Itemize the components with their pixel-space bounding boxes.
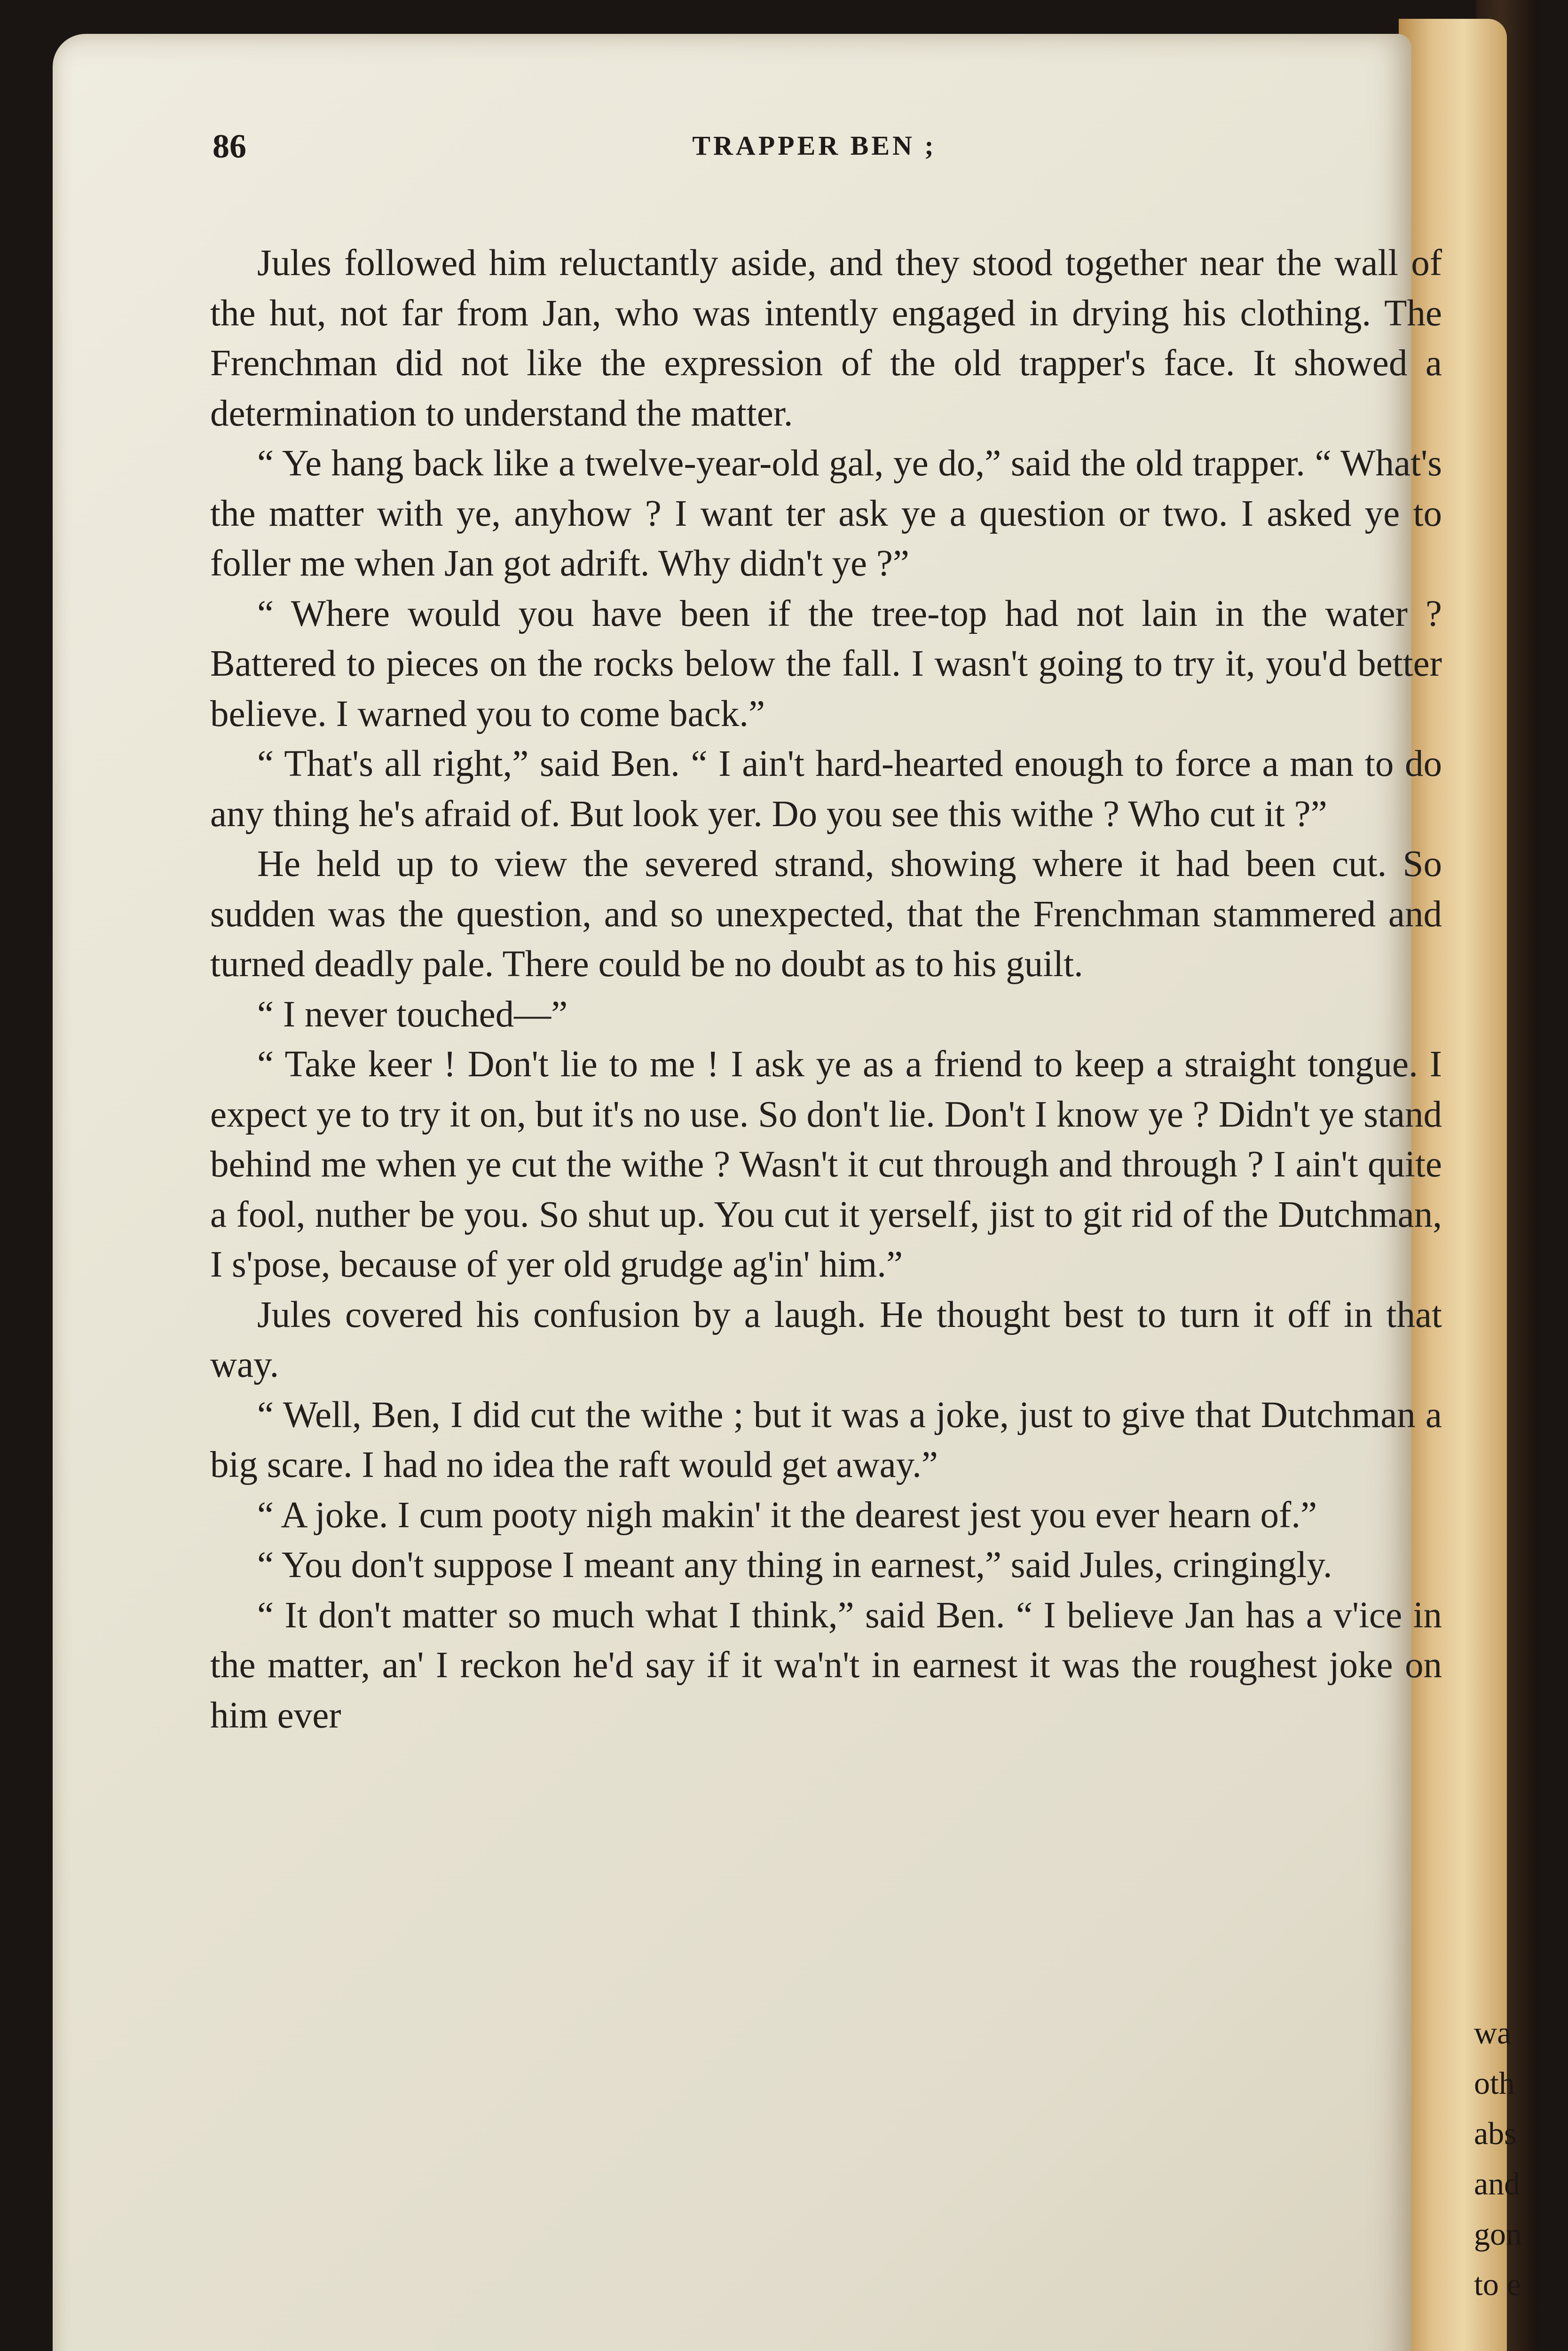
page-number: 86 xyxy=(213,127,246,165)
paragraph: He held up to view the severed strand, showing where it had been cut. So sudden was the question, and so unexpected, that the Frenchman stammered and turned deadly pale. There could be no doubt as to his guilt. xyxy=(210,844,1442,985)
facing-page-fragment: abs xyxy=(1474,2115,1517,2151)
facing-page-fragment: oth xyxy=(1474,2065,1515,2101)
paragraph: “ It don't matter so much what I think,” said Ben. “ I believe Jan has a v'ice in the matter, an' I reckon he'd say if it wa'n't in earnest it was the roughest joke on him ever xyxy=(210,1594,1442,1736)
facing-page-fragment: wa xyxy=(1474,2015,1512,2051)
running-title: TRAPPER BEN ; xyxy=(692,130,937,161)
paragraph: “ Take keer ! Don't lie to me ! I ask ye as a friend to keep a straight tongue. I expect ye to try it on, but it's no use. So don't lie. Don't I know ye ? Didn't ye stand behind me when ye cut the withe ? Wasn't it cut through and through ? I ain't quite a fool, nuther be you. So shut up. You cut it yerself, jist to git rid of the Dutchman, I s'pose, because of yer old grudge ag'in' him.” xyxy=(210,1044,1442,1285)
paragraph: “ Well, Ben, I did cut the withe ; but it was a joke, just to give that Dutchman a big scare. I had no idea the raft would get away.” xyxy=(210,1394,1442,1485)
facing-page-fragment: gon xyxy=(1474,2216,1522,2252)
paragraph: Jules followed him reluctantly aside, and they stood together near the wall of the hut, not far from Jan, who was intently engaged in drying his clothing. The Frenchman did not like the expression of the old trapper's face. It showed a determination to understand the matter. xyxy=(210,243,1442,434)
paragraph: “ A joke. I cum pooty nigh makin' it the dearest jest you ever hearn of.” xyxy=(257,1494,1317,1536)
facing-page-text-fragments xyxy=(1474,2008,1568,2310)
body-text xyxy=(210,238,1442,1741)
book-page xyxy=(53,34,1442,2351)
paragraph: “ Ye hang back like a twelve-year-old gal, ye do,” said the old trapper. “ What's the matter with ye, anyhow ? I want ter ask ye a question or two. I asked ye to foller me when Jan got adrift. Why didn't ye ?” xyxy=(210,443,1442,584)
paragraph: “ I never touched—” xyxy=(257,994,568,1035)
facing-page-fragment: to e xyxy=(1474,2266,1521,2302)
paragraph: Jules covered his confusion by a laugh. He thought best to turn it off in that way. xyxy=(210,1294,1442,1385)
facing-page-fragment: and xyxy=(1474,2166,1521,2201)
paragraph: “ That's all right,” said Ben. “ I ain't hard-hearted enough to force a man to do any thing he's afraid of. But look yer. Do you see this withe ? Who cut it ?” xyxy=(210,743,1442,835)
paragraph: “ Where would you have been if the tree-top had not lain in the water ? Battered to pieces on the rocks below the fall. I wasn't going to try it, you'd better believe. I warned you to come back.” xyxy=(210,593,1442,734)
running-head xyxy=(213,127,1416,174)
paragraph: “ You don't suppose I meant any thing in earnest,” said Jules, cringingly. xyxy=(257,1545,1332,1586)
